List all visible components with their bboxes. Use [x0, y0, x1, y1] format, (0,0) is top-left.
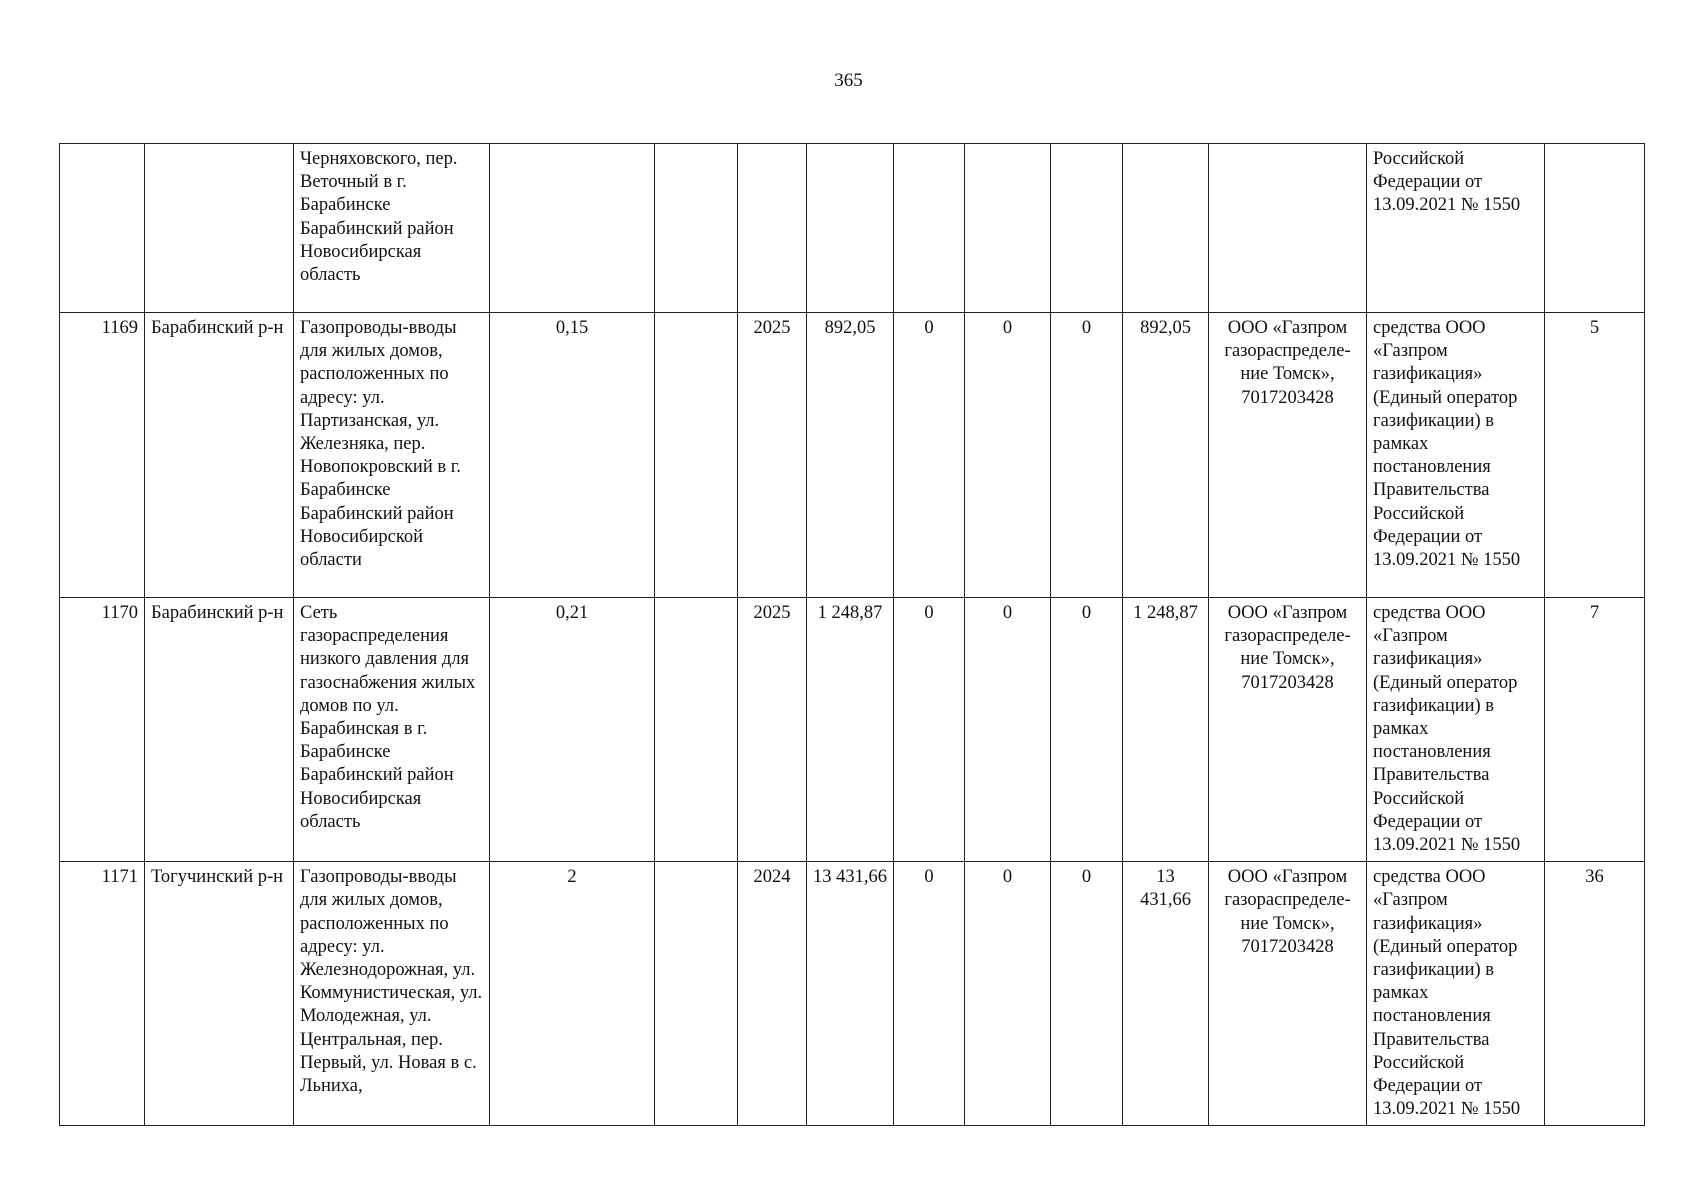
regional-cell: 0	[965, 313, 1051, 598]
object-cell: Газопроводы-вводы для жилых домов, расположенных по адресу: ул. Партизанская, ул. Железняка, пер. Новопокровский в г. Барабинске Барабинский район Новосибирской области	[294, 313, 490, 598]
total-cell	[807, 144, 894, 313]
total-cell: 13 431,66	[807, 862, 894, 1126]
year-cell	[738, 144, 807, 313]
operator-cell: ООО «Газпром газораспределе-ние Томск», 7017203428	[1209, 862, 1367, 1126]
source-cell: средства ООО «Газпром газификация» (Единый оператор газификации) в рамках постановления Правительства Российской Федерации от 13.09.2021 № 1550	[1367, 862, 1545, 1126]
row-number: 1171	[60, 862, 145, 1126]
regional-cell	[965, 144, 1051, 313]
source-cell: средства ООО «Газпром газификация» (Единый оператор газификации) в рамках постановления Правительства Российской Федерации от 13.09.2021 № 1550	[1367, 598, 1545, 862]
other-cell	[1123, 144, 1209, 313]
count-cell: 36	[1545, 862, 1645, 1126]
regional-cell: 0	[965, 862, 1051, 1126]
count-cell: 5	[1545, 313, 1645, 598]
table-row	[60, 144, 1645, 313]
length-cell: 0,15	[490, 313, 655, 598]
empty-cell	[655, 313, 738, 598]
count-cell	[1545, 144, 1645, 313]
length-cell: 0,21	[490, 598, 655, 862]
operator-cell: ООО «Газпром газораспределе-ние Томск», 7017203428	[1209, 598, 1367, 862]
federal-cell: 0	[894, 598, 965, 862]
empty-cell	[655, 862, 738, 1126]
municipal-cell: 0	[1051, 862, 1123, 1126]
object-cell: Газопроводы-вводы для жилых домов, расположенных по адресу: ул. Железнодорожная, ул. Коммунистическая, ул. Молодежная, ул. Центральная, пер. Первый, ул. Новая в с. Льниха,	[294, 862, 490, 1126]
municipal-cell: 0	[1051, 313, 1123, 598]
source-cell: Российской Федерации от 13.09.2021 № 1550	[1367, 144, 1545, 313]
gasification-table	[59, 143, 1645, 1126]
source-cell: средства ООО «Газпром газификация» (Единый оператор газификации) в рамках постановления Правительства Российской Федерации от 13.09.2021 № 1550	[1367, 313, 1545, 598]
object-cell: Черняховского, пер. Веточный в г. Барабинске Барабинский район Новосибирская область	[294, 144, 490, 313]
count-cell: 7	[1545, 598, 1645, 862]
other-cell: 1 248,87	[1123, 598, 1209, 862]
year-cell: 2024	[738, 862, 807, 1126]
row-number: 1169	[60, 313, 145, 598]
table-row	[60, 313, 1645, 598]
district-cell: Барабинский р-н	[145, 598, 294, 862]
total-cell: 892,05	[807, 313, 894, 598]
district-cell: Барабинский р-н	[145, 313, 294, 598]
total-cell: 1 248,87	[807, 598, 894, 862]
other-cell: 892,05	[1123, 313, 1209, 598]
district-cell	[145, 144, 294, 313]
year-cell: 2025	[738, 598, 807, 862]
federal-cell: 0	[894, 862, 965, 1126]
page-number: 365	[834, 70, 863, 91]
row-number: 1170	[60, 598, 145, 862]
empty-cell	[655, 144, 738, 313]
table-row	[60, 598, 1645, 862]
length-cell	[490, 144, 655, 313]
year-cell: 2025	[738, 313, 807, 598]
municipal-cell: 0	[1051, 598, 1123, 862]
table-row	[60, 862, 1645, 1126]
federal-cell: 0	[894, 313, 965, 598]
operator-cell: ООО «Газпром газораспределе-ние Томск», 7017203428	[1209, 313, 1367, 598]
operator-cell	[1209, 144, 1367, 313]
row-number	[60, 144, 145, 313]
object-cell: Сеть газораспределения низкого давления для газоснабжения жилых домов по ул. Барабинская в г. Барабинске Барабинский район Новосибирская область	[294, 598, 490, 862]
length-cell: 2	[490, 862, 655, 1126]
municipal-cell	[1051, 144, 1123, 313]
district-cell: Тогучинский р-н	[145, 862, 294, 1126]
other-cell: 13 431,66	[1123, 862, 1209, 1126]
regional-cell: 0	[965, 598, 1051, 862]
empty-cell	[655, 598, 738, 862]
federal-cell	[894, 144, 965, 313]
